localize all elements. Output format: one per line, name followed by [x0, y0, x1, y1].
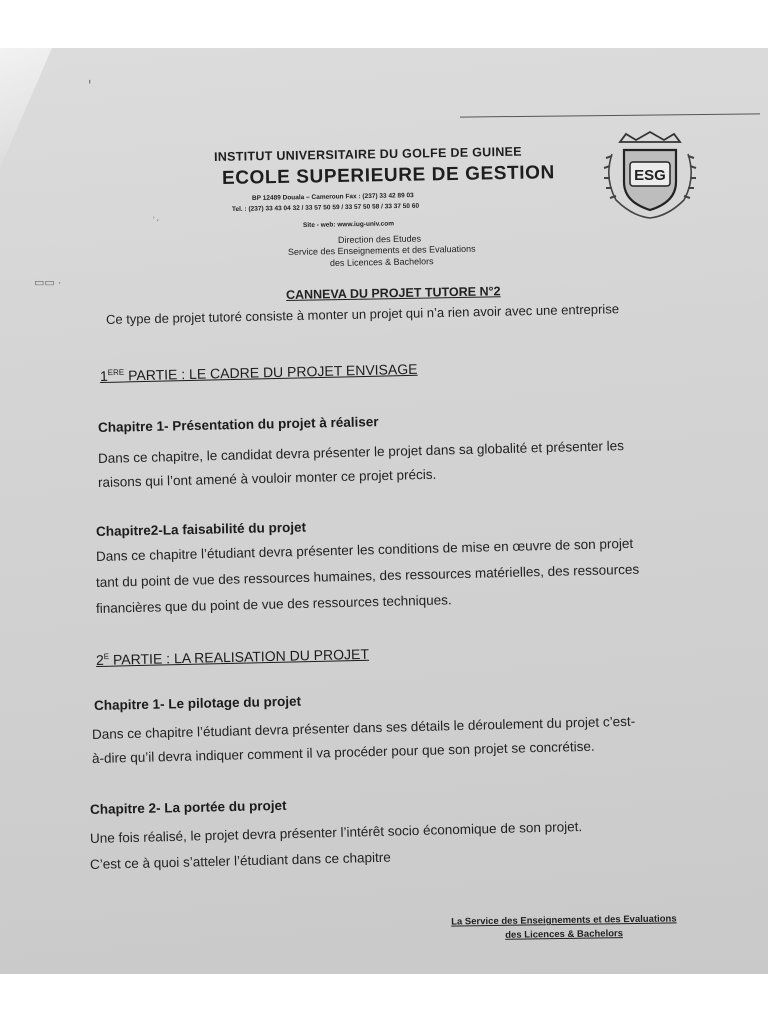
part1-chapter1-title: Chapitre 1- Présentation du projet à réaliser	[97, 414, 379, 435]
part2-chapter2-line1: Une fois réalisé, le projet devra présenter l’intérêt socio économique de son projet.	[89, 818, 583, 846]
part-2-suffix: E	[103, 652, 110, 662]
faint-stamp-mark: ▭▭ ·	[34, 277, 62, 289]
header-rule	[460, 113, 760, 117]
direction-line: Direction des Etudes	[337, 233, 422, 245]
part-2-number: 2	[95, 651, 104, 668]
part1-chapter1-line1: Dans ce chapitre, le candidat devra présenter le projet dans sa globalité et présenter les	[97, 438, 625, 466]
part2-chapter1-line2: à-dire qu’il devra indiquer comment il va procéder pour que son projet se concrétise.	[91, 738, 595, 766]
part-1-suffix: ERE	[107, 367, 125, 378]
footer-line-2: des Licences & Bachelors	[505, 928, 624, 941]
service-line: Service des Enseignements et des Evaluations	[287, 243, 476, 257]
pen-mark: ˈ	[86, 76, 94, 101]
part2-chapter2-title: Chapitre 2- La portée du projet	[89, 797, 287, 817]
school-logo-emblem	[598, 128, 702, 224]
website-line: Site - web: www.iug-univ.com	[302, 220, 395, 229]
part1-chapter2-line1: Dans ce chapitre l’étudiant devra présenter les conditions de mise en œuvre de son projet	[95, 535, 634, 564]
part1-chapter2-title: Chapitre2-La faisabilité du projet	[95, 519, 307, 539]
part2-chapter2-line2: C’est ce à quoi s’atteler l’étudiant dans ce chapitre	[89, 849, 392, 872]
institute-name: INSTITUT UNIVERSITAIRE DU GOLFE DE GUINEE	[213, 144, 522, 164]
address-line: BP 12489 Douala – Cameroun Fax : (237) 33 42 89 03	[251, 192, 414, 202]
phone-line: Tel. : (237) 33 43 04 32 / 33 57 50 59 / 33 57 50 58 / 33 37 50 60	[231, 202, 420, 213]
licences-line: des Licences & Bachelors	[329, 256, 434, 268]
part2-chapter1-title: Chapitre 1- Le pilotage du projet	[93, 693, 302, 713]
school-name: ECOLE SUPERIEURE DE GESTION	[221, 162, 556, 189]
part-2-label: PARTIE : LA REALISATION DU PROJET	[108, 645, 370, 668]
document-title: CANNEVA DU PROJET TUTORE N°2	[285, 284, 501, 302]
part-1-label: PARTIE : LE CADRE DU PROJET ENVISAGE	[124, 360, 418, 384]
part1-chapter2-line2: tant du point de vue des ressources humaines, des ressources matérielles, des ressources	[95, 561, 640, 590]
footer-signature	[436, 912, 692, 944]
part2-chapter1-line1: Dans ce chapitre l’étudiant devra présenter dans ses détails le déroulement du projet c’est-	[91, 713, 636, 742]
part-1-number: 1	[99, 367, 108, 384]
logo-text: ESG	[634, 167, 666, 184]
footer-line-1: La Service des Enseignements et des Evaluations	[451, 913, 677, 928]
folded-corner	[0, 48, 52, 168]
part1-chapter1-line2: raisons qui l’ont amené à vouloir monter ce projet précis.	[97, 466, 437, 490]
part1-chapter2-line3: financières que du point de vue des ressources techniques.	[95, 592, 452, 616]
intro-sentence: Ce type de projet tutoré consiste à monter un projet qui n’a rien avoir avec une entreprise	[105, 301, 620, 327]
smudge-mark: ˒ˏ	[152, 210, 160, 222]
